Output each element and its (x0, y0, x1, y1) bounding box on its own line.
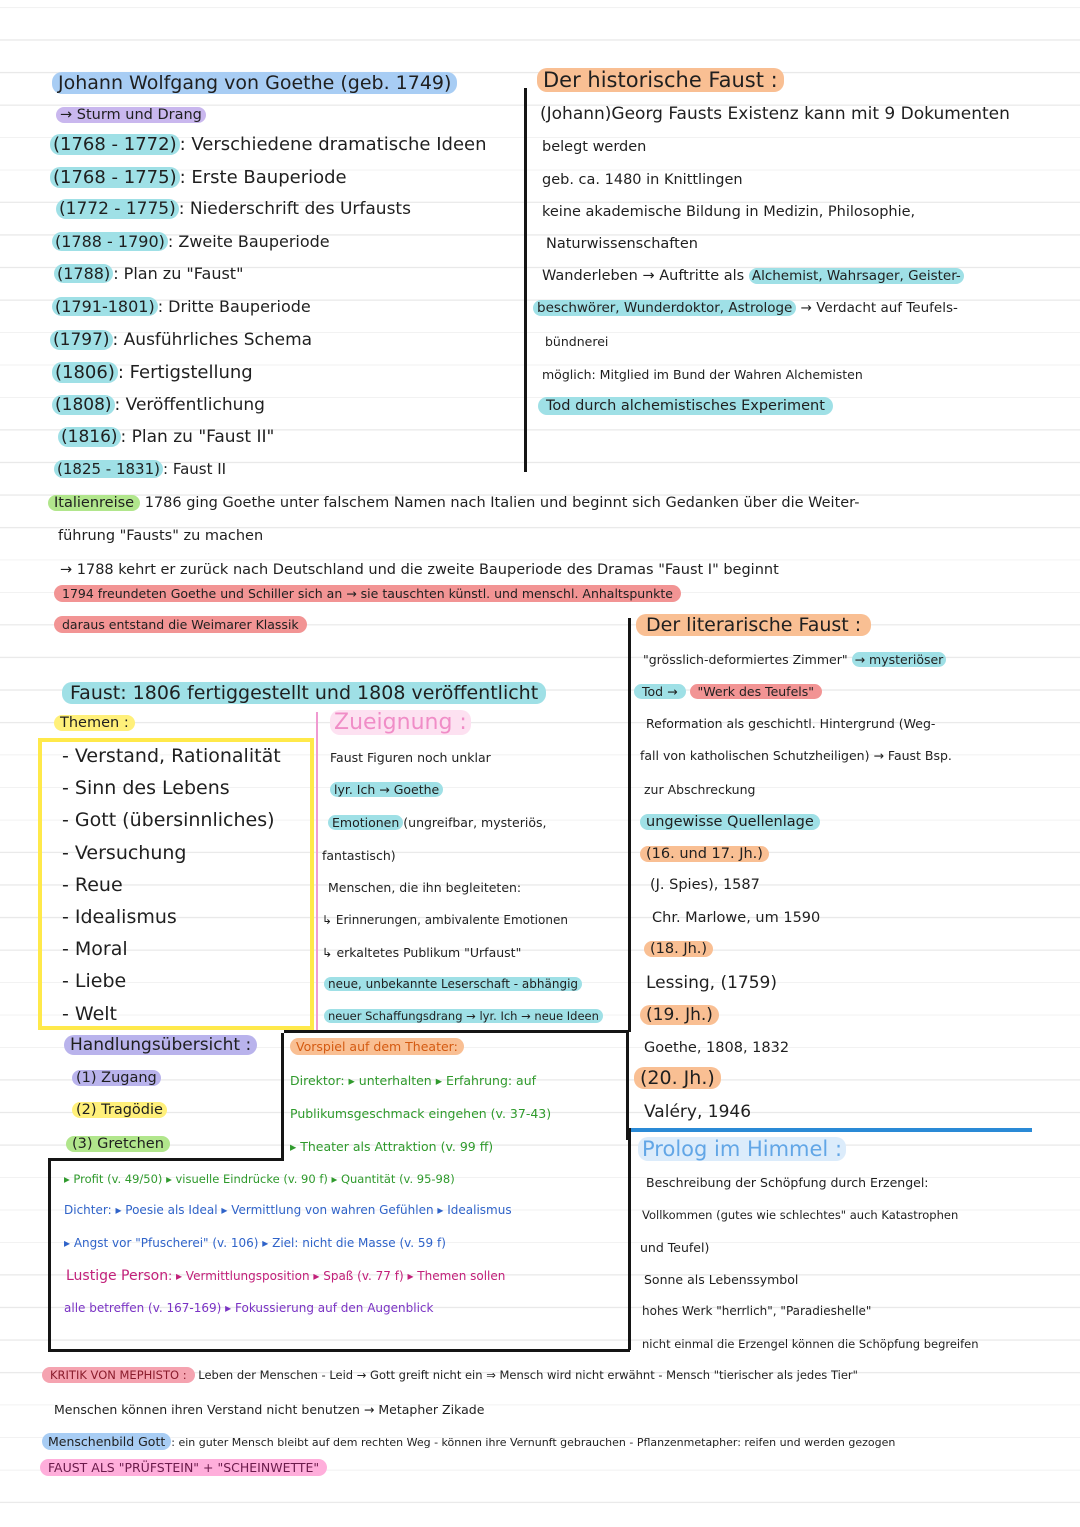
vorspiel-line-6: ▸ Angst vor "Pfuscherei" (v. 106) ▸ Ziel: nicht die Masse (v. 59 f) (64, 1236, 446, 1250)
prolog-line-1: Beschreibung der Schöpfung durch Erzengel: (646, 1175, 929, 1190)
vorspiel-line-7: Lustige Person: ▸ Vermittlungsposition ▸ Spaß (v. 77 f) ▸ Themen sollen (66, 1268, 506, 1284)
thema-item: - Reue (62, 873, 123, 896)
thema-item: - Sinn des Lebens (62, 777, 230, 800)
timeline-entry (50, 134, 487, 155)
prolog-line-3: und Teufel) (640, 1240, 710, 1255)
timeline-year: (1797) (50, 330, 113, 350)
prolog-divider-left (628, 1128, 631, 1350)
handlung-item-2: (2) Tragödie (72, 1102, 167, 1118)
wanderleben-line: Wanderleben → Auftritte als Alchemist, Wahrsager, Geister- (542, 268, 964, 284)
column-divider-top (524, 88, 527, 472)
sturm-und-drang: → Sturm und Drang (56, 107, 206, 123)
prolog-divider-top (628, 1128, 1032, 1132)
literarisch-line-5: zur Abschreckung (644, 782, 756, 797)
italien-line-3: → 1788 kehrt er zurück nach Deutschland und die zweite Bauperiode des Dramas "Faust I" beginnt (60, 562, 779, 578)
prolog-title: Prolog im Himmel : (638, 1137, 846, 1161)
thema-item: - Idealismus (62, 906, 177, 928)
prolog-line-6: nicht einmal die Erzengel können die Schöpfung begreifen (642, 1337, 979, 1351)
timeline-year: (1806) (52, 362, 118, 383)
zueignung-line-6: ↳ Erinnerungen, ambivalente Emotionen (322, 913, 568, 927)
thema-item: - Gott (übersinnliches) (62, 809, 275, 832)
timeline-text: : Ausführliches Schema (112, 329, 313, 350)
vorspiel-line-2: Publikumsgeschmack eingehen (v. 37-43) (290, 1106, 552, 1121)
thema-item: - Verstand, Rationalität (62, 745, 281, 767)
historisch-title: Der historische Faust : (537, 68, 784, 92)
vorspiel-frame-left (48, 1160, 51, 1350)
historisch-line-1: (Johann)Georg Fausts Existenz kann mit 9 Dokumenten (540, 104, 1010, 124)
handlung-item-1: (1) Zugang (72, 1070, 161, 1086)
timeline-year: (1788 - 1790) (52, 232, 168, 251)
faust-title: Faust: 1806 fertiggestellt und 1808 veröffentlicht (62, 682, 546, 704)
vorspiel-frame-right (626, 1030, 629, 1140)
century-19: (19. Jh.) (640, 1005, 719, 1025)
themen-title: Themen : (54, 715, 135, 731)
literarisch-divider (628, 618, 631, 1032)
lessing-line: Lessing, (1759) (646, 973, 777, 993)
historisch-line-2: belegt werden (542, 139, 647, 155)
timeline-text: : Fertigstellung (117, 362, 253, 384)
century-16: (16. und 17. Jh.) (640, 846, 769, 862)
zueignung-title: Zueignung : (330, 710, 471, 735)
timeline-entry (52, 395, 265, 415)
handlung-divider-v (281, 1033, 284, 1159)
literarisch-line-1: "grösslich-deformiertes Zimmer" → mysteriöser (643, 652, 946, 667)
zueignung-line-9: neuer Schaffungsdrang → lyr. Ich → neue Ideen (324, 1009, 603, 1023)
italien-line-4: 1794 freundeten Goethe und Schiller sich an → sie tauschten künstl. und menschl. Anhaltspunkte (54, 586, 681, 601)
vorspiel-title: Vorspiel auf dem Theater: (290, 1039, 464, 1054)
kritik-line-2: Menschen können ihren Verstand nicht benutzen → Metapher Zikade (54, 1402, 485, 1417)
timeline-entry (54, 460, 226, 478)
timeline-year: (1825 - 1831) (54, 460, 163, 478)
menschenbild-line: Menschenbild Gott : ein guter Mensch bleibt auf dem rechten Weg - können ihre Vernunft gebrauchen - Pflanzenmetapher: reifen und werden gezogen (42, 1434, 895, 1449)
vorspiel-divider-top (284, 1030, 626, 1033)
handlung-item-3: (3) Gretchen (66, 1136, 170, 1152)
historisch-line-5: Naturwissenschaften (546, 236, 698, 252)
literarisch-line-4: fall von katholischen Schutzheiligen) → Faust Bsp. (640, 748, 952, 763)
timeline-text: : Zweite Bauperiode (167, 231, 330, 251)
timeline-text: : Erste Bauperiode (179, 166, 347, 188)
zueignung-line-4: fantastisch) (322, 848, 396, 863)
timeline-text: : Plan zu "Faust" (113, 264, 244, 284)
italien-line-2: führung "Fausts" zu machen (58, 528, 264, 544)
italien-line-1: Italienreise 1786 ging Goethe unter falschem Namen nach Italien und beginnt sich Gedanken über die Weiter- (48, 495, 859, 511)
timeline-entry (52, 362, 253, 383)
thema-item: - Liebe (62, 970, 127, 993)
timeline-year: (1788) (54, 264, 113, 283)
zueignung-line-1: Faust Figuren noch unklar (330, 750, 491, 765)
timeline-year: (1791-1801) (52, 297, 158, 316)
beschwoerer-line: beschwörer, Wunderdoktor, Astrologe → Verdacht auf Teufels- (533, 300, 958, 316)
timeline-entry (52, 297, 311, 316)
zueignung-line-2: lyr. Ich → Goethe (330, 782, 443, 797)
timeline-text: : Niederschrift des Urfausts (178, 199, 411, 220)
vorspiel-line-8: alle betreffen (v. 167-169) ▸ Fokussierung auf den Augenblick (64, 1301, 434, 1315)
prolog-line-5: hohes Werk "herrlich", "Paradieshelle" (642, 1304, 872, 1318)
timeline-year: (1808) (52, 395, 115, 415)
literarisch-title: Der literarische Faust : (636, 614, 871, 636)
timeline-text: : Dritte Bauperiode (157, 297, 311, 316)
timeline-entry (58, 427, 274, 447)
timeline-entry (50, 167, 347, 188)
goethe-lit-line: Goethe, 1808, 1832 (644, 1040, 790, 1056)
literarisch-line-3: Reformation als geschichtl. Hintergrund (Weg- (646, 716, 936, 731)
vorspiel-line-4: ▸ Profit (v. 49/50) ▸ visuelle Eindrücke (v. 90 f) ▸ Quantität (v. 95-98) (64, 1172, 455, 1186)
kritik-line-1: KRITIK VON MEPHISTO : Leben der Menschen - Leid → Gott greift nicht ein ⇒ Mensch wird nicht erwähnt - Mensch "tierischer als jedes Tier" (42, 1368, 858, 1382)
handlung-divider-h (48, 1158, 284, 1161)
zueignung-line-8: neue, unbekannte Leserschaft - abhängig (324, 977, 582, 991)
zueignung-line-7: ↳ erkaltetes Publikum "Urfaust" (322, 945, 522, 960)
thema-item: - Versuchung (62, 841, 187, 864)
timeline-text: : Veröffentlichung (114, 394, 265, 415)
century-18: (18. Jh.) (644, 941, 713, 957)
vorspiel-line-5: Dichter: ▸ Poesie als Ideal ▸ Vermittlung von wahren Gefühlen ▸ Idealismus (64, 1203, 512, 1217)
timeline-year: (1768 - 1772) (50, 134, 180, 155)
prolog-line-2: Vollkommen (gutes wie schlechtes" auch Katastrophen (642, 1208, 959, 1222)
vorspiel-line-3: ▸ Theater als Attraktion (v. 99 ff) (290, 1139, 494, 1154)
historisch-line-4: keine akademische Bildung in Medizin, Philosophie, (542, 204, 916, 220)
timeline-entry (56, 199, 411, 219)
timeline-text: : Faust II (163, 460, 227, 478)
timeline-entry (50, 330, 312, 350)
tod-line: Tod durch alchemistisches Experiment (538, 398, 833, 414)
timeline-entry (54, 264, 243, 283)
vorspiel-frame-bottom (48, 1349, 630, 1352)
timeline-year: (1816) (58, 427, 121, 447)
goethe-title: Johann Wolfgang von Goethe (geb. 1749) (52, 72, 457, 94)
marlowe-line: Chr. Marlowe, um 1590 (652, 910, 821, 926)
pruefstein-line: FAUST ALS "PRÜFSTEIN" + "SCHEINWETTE" (40, 1460, 327, 1475)
century-20: (20. Jh.) (634, 1067, 721, 1089)
historisch-line-3: geb. ca. 1480 in Knittlingen (542, 172, 743, 188)
literarisch-tod-line: Tod → "Werk des Teufels" (634, 684, 822, 699)
spies-line: (J. Spies), 1587 (650, 877, 760, 893)
zueignung-divider (316, 712, 318, 1030)
handlung-title: Handlungsübersicht : (64, 1035, 257, 1055)
thema-item: - Moral (62, 938, 128, 961)
thema-item: - Welt (62, 1002, 117, 1025)
buendnerei-line: bündnerei (545, 334, 609, 349)
timeline-year: (1768 - 1775) (50, 167, 180, 188)
vorspiel-line-1: Direktor: ▸ unterhalten ▸ Erfahrung: auf (290, 1073, 537, 1088)
moeglich-line: möglich: Mitglied im Bund der Wahren Alchemisten (542, 367, 863, 382)
italien-line-5: daraus entstand die Weimarer Klassik (54, 617, 307, 632)
zueignung-line-5: Menschen, die ihn begleiteten: (328, 880, 522, 895)
timeline-text: : Verschiedene dramatische Ideen (179, 134, 487, 155)
zueignung-line-3: Emotionen (ungreifbar, mysteriös, (328, 815, 546, 830)
timeline-text: : Plan zu "Faust II" (120, 427, 275, 448)
prolog-line-4: Sonne als Lebenssymbol (644, 1272, 799, 1287)
timeline-year: (1772 - 1775) (56, 199, 179, 219)
valery-line: Valéry, 1946 (644, 1102, 752, 1122)
timeline-entry (52, 232, 330, 251)
quellenlage: ungewisse Quellenlage (640, 814, 820, 830)
